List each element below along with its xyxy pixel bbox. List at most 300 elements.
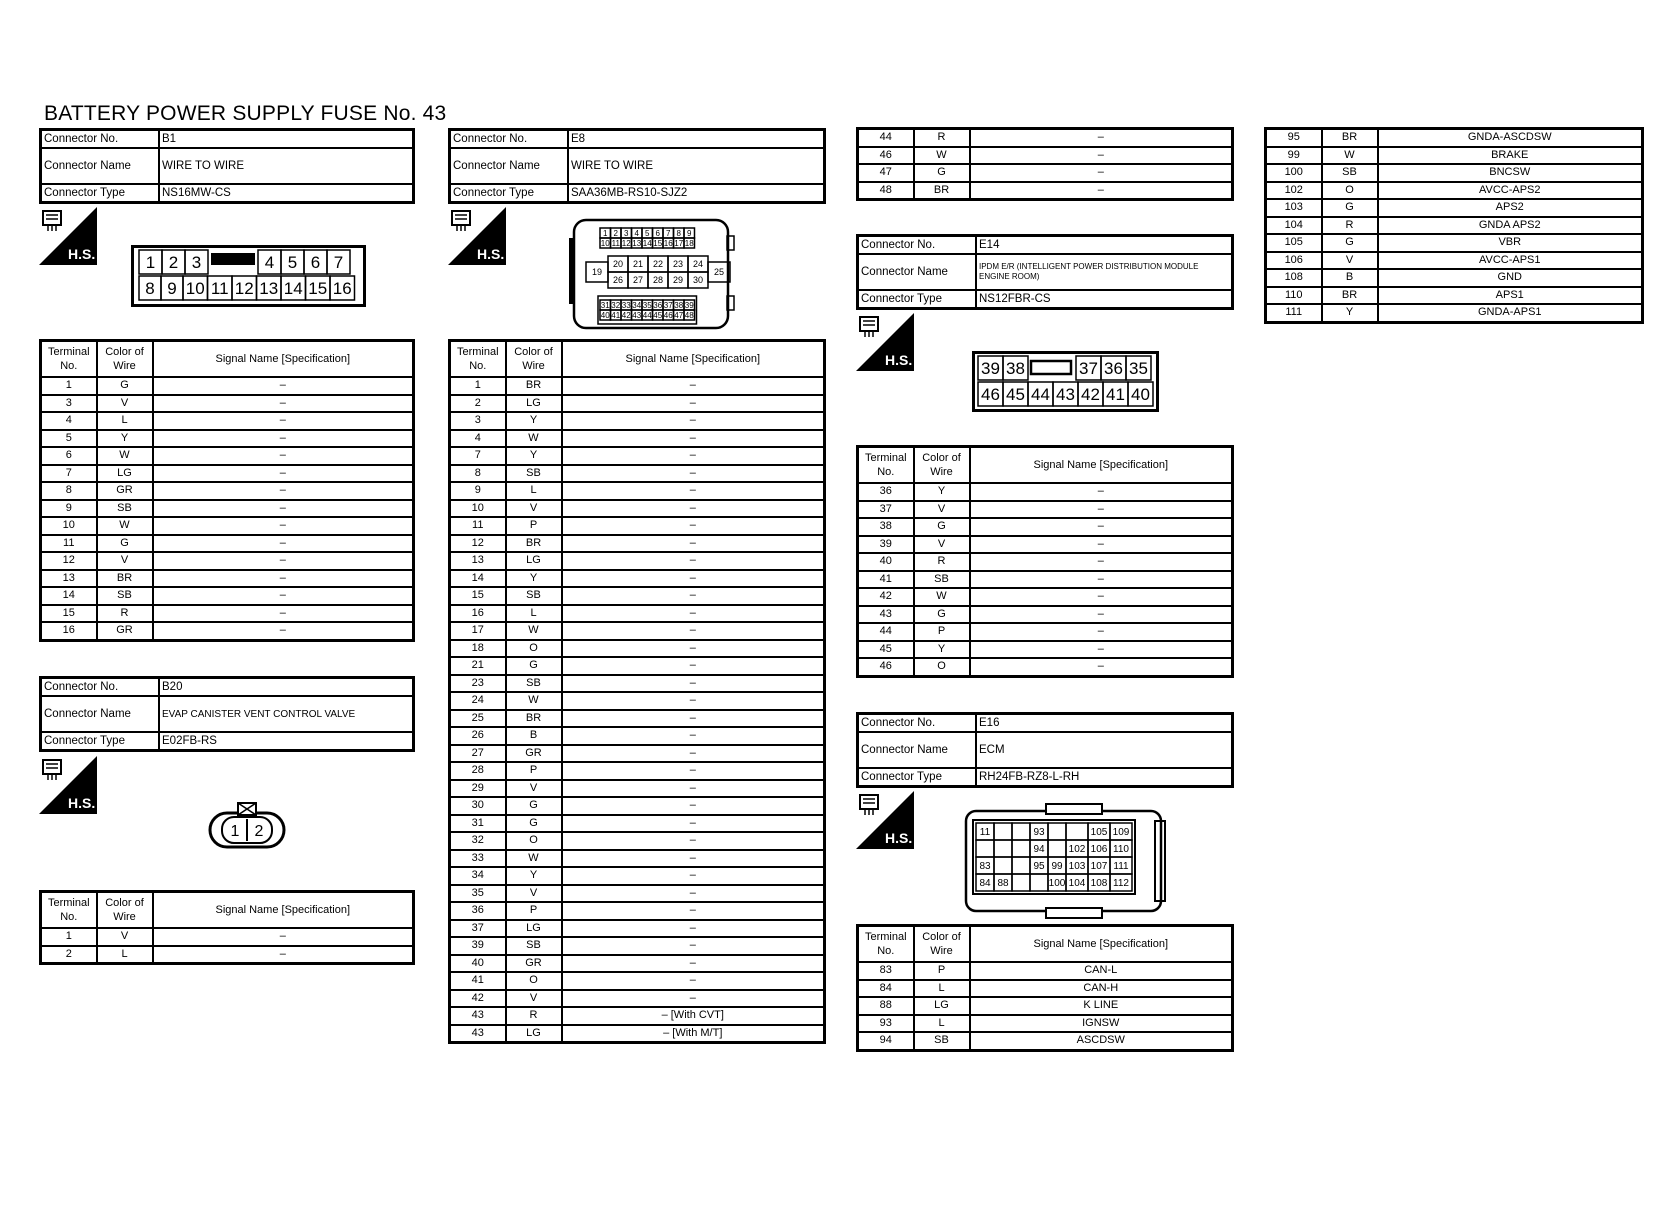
connector-type-value: NS12FBR-CS <box>976 290 1233 309</box>
signal-name-cell: AVCC-APS1 <box>1378 252 1643 270</box>
signal-name-cell: – <box>562 395 825 413</box>
pin-label: 37 <box>663 300 673 310</box>
connector-name-value: WIRE TO WIRE <box>159 148 414 184</box>
table-row <box>1266 269 1643 287</box>
terminal-no-cell: 43 <box>858 606 914 624</box>
connector-name-value: IPDM E/R (INTELLIGENT POWER DISTRIBUTION MODULE ENGINE ROOM) <box>976 254 1233 290</box>
signal-name-cell: APS2 <box>1378 199 1643 217</box>
table-row <box>858 553 1233 571</box>
terminal-no-header: Terminal No. <box>858 447 914 484</box>
wire-color-cell: Y <box>506 570 562 588</box>
terminal-no-cell: 35 <box>450 885 506 903</box>
signal-name-cell: IGNSW <box>970 1015 1233 1033</box>
terminal-no-cell: 36 <box>858 483 914 501</box>
table-row <box>41 587 414 605</box>
terminal-no-cell: 25 <box>450 710 506 728</box>
terminal-no-cell: 1 <box>41 377 97 395</box>
pin-label: 7 <box>333 253 344 273</box>
hs-icon <box>39 207 97 265</box>
terminal-no-cell: 47 <box>858 164 914 182</box>
table-row <box>450 920 825 938</box>
table-row <box>858 1032 1233 1050</box>
terminal-no-cell: 27 <box>450 745 506 763</box>
terminal-no-cell: 46 <box>858 658 914 676</box>
pin-label: 3 <box>191 253 202 273</box>
wire-color-cell: BR <box>1322 129 1378 147</box>
signal-name-cell: CAN-H <box>970 980 1233 998</box>
terminal-no-cell: 28 <box>450 762 506 780</box>
connector-type-label: Connector Type <box>41 184 160 203</box>
terminal-no-cell: 10 <box>450 500 506 518</box>
signal-name-cell: – <box>153 500 414 518</box>
pin-label: 84 <box>979 878 991 890</box>
table-row <box>450 867 825 885</box>
signal-name-cell: – <box>562 430 825 448</box>
terminal-no-cell: 44 <box>858 129 914 147</box>
connector-type-label: Connector Type <box>858 290 977 309</box>
table-row <box>450 780 825 798</box>
pin-label: 26 <box>612 275 624 286</box>
table-row <box>450 640 825 658</box>
pin-label: 107 <box>1090 861 1108 873</box>
pin-label: 17 <box>674 238 684 248</box>
hs-icon <box>448 207 506 265</box>
wire-color-cell: LG <box>506 395 562 413</box>
pin-label: 2 <box>613 228 618 238</box>
connector-e16-info <box>856 712 1234 788</box>
pin-label: 44 <box>1031 385 1050 405</box>
signal-name-cell: – <box>562 867 825 885</box>
table-row <box>41 928 414 946</box>
table-row <box>450 430 825 448</box>
signal-name-cell: – <box>562 990 825 1008</box>
signal-name-cell: GNDA APS2 <box>1378 217 1643 235</box>
terminal-no-cell: 5 <box>41 430 97 448</box>
signal-name-cell: GND <box>1378 269 1643 287</box>
signal-name-cell: GNDA-ASCDSW <box>1378 129 1643 147</box>
table-row <box>858 980 1233 998</box>
connector-name-value: EVAP CANISTER VENT CONTROL VALVE <box>159 696 414 732</box>
signal-name-cell: – <box>970 129 1233 147</box>
connector-b1-terminal-table <box>39 339 415 642</box>
pin-label: 41 <box>611 310 621 320</box>
wire-color-cell: LG <box>97 465 153 483</box>
wire-color-cell: V <box>1322 252 1378 270</box>
wire-color-cell: W <box>97 447 153 465</box>
pin-label: 35 <box>642 300 652 310</box>
connector-name-label: Connector Name <box>858 732 977 768</box>
terminal-no-header: Terminal No. <box>41 341 97 378</box>
terminal-no-cell: 40 <box>450 955 506 973</box>
connector-no-value: B1 <box>159 130 414 149</box>
wire-color-cell: W <box>506 430 562 448</box>
table-row <box>450 587 825 605</box>
connector-e16-face <box>962 803 1167 919</box>
table-row <box>858 129 1233 147</box>
signal-name-cell: – <box>562 780 825 798</box>
wire-color-cell: W <box>506 692 562 710</box>
wire-color-cell: V <box>97 552 153 570</box>
table-row <box>858 997 1233 1015</box>
color-header: Color of Wire <box>506 341 562 378</box>
svg-text:H.S.: H.S. <box>477 246 505 262</box>
pin-label: 103 <box>1068 861 1086 873</box>
table-row <box>450 885 825 903</box>
table-row <box>41 535 414 553</box>
connector-no-value: E14 <box>976 236 1233 255</box>
wire-color-cell: L <box>914 1015 970 1033</box>
wire-color-cell: SB <box>1322 164 1378 182</box>
wire-color-cell: P <box>914 623 970 641</box>
connector-b20-face <box>208 801 288 851</box>
table-row <box>41 605 414 623</box>
pin-label: 100 <box>1048 878 1066 890</box>
signal-name-cell: – <box>970 623 1233 641</box>
table-row <box>450 902 825 920</box>
connector-b1-face <box>131 245 366 307</box>
connector-e14-info <box>856 234 1234 310</box>
terminal-no-cell: 24 <box>450 692 506 710</box>
wire-color-cell: P <box>506 517 562 535</box>
wire-color-cell: GR <box>506 745 562 763</box>
wire-color-cell: LG <box>914 997 970 1015</box>
pin-label: 2 <box>254 823 264 840</box>
signal-name-cell: – <box>153 395 414 413</box>
connector-name-label: Connector Name <box>858 254 977 290</box>
connector-type-label: Connector Type <box>858 768 977 787</box>
terminal-no-cell: 2 <box>41 946 97 964</box>
pin-label: 45 <box>1006 385 1025 405</box>
wire-color-cell: P <box>506 762 562 780</box>
connector-name-label: Connector Name <box>450 148 569 184</box>
pin-label: 3 <box>624 228 629 238</box>
signal-name-cell: – [With CVT] <box>562 1007 825 1025</box>
signal-name-cell: – <box>562 465 825 483</box>
wire-color-cell: G <box>506 797 562 815</box>
signal-name-cell: – <box>970 641 1233 659</box>
wire-color-cell: W <box>506 850 562 868</box>
wire-color-cell: O <box>506 832 562 850</box>
pin-label: 95 <box>1033 861 1045 873</box>
signal-name-cell: – <box>562 377 825 395</box>
signal-name-cell: CAN-L <box>970 962 1233 980</box>
connector-e8-info <box>448 128 826 204</box>
table-row <box>858 536 1233 554</box>
connector-type-value: RH24FB-RZ8-L-RH <box>976 768 1233 787</box>
signal-name-cell: – <box>562 675 825 693</box>
pin-label: 15 <box>653 238 663 248</box>
pin-label: 108 <box>1090 878 1108 890</box>
signal-name-cell: – <box>153 377 414 395</box>
connector-e14-terminal-table <box>856 445 1234 678</box>
table-row <box>1266 287 1643 305</box>
wire-color-cell: V <box>97 395 153 413</box>
table-row <box>1266 199 1643 217</box>
wire-color-cell: G <box>914 164 970 182</box>
signal-header: Signal Name [Specification] <box>562 341 825 378</box>
table-row <box>858 658 1233 676</box>
pin-label: 83 <box>979 861 991 873</box>
pin-label: 42 <box>621 310 631 320</box>
page-title: BATTERY POWER SUPPLY FUSE No. 43 <box>44 102 447 125</box>
connector-b20-info <box>39 676 415 752</box>
signal-header: Signal Name [Specification] <box>153 892 414 929</box>
signal-name-cell: – <box>970 164 1233 182</box>
wire-color-cell: BR <box>97 570 153 588</box>
signal-name-cell: – <box>562 692 825 710</box>
connector-no-value: E16 <box>976 714 1233 733</box>
wire-color-cell: O <box>506 972 562 990</box>
wire-color-cell: BR <box>1322 287 1378 305</box>
pin-label: 34 <box>632 300 642 310</box>
pin-label: 1 <box>230 823 240 840</box>
pin-label: 94 <box>1033 844 1045 856</box>
terminal-no-cell: 45 <box>858 641 914 659</box>
signal-name-cell: – <box>970 536 1233 554</box>
signal-name-cell: – <box>153 482 414 500</box>
signal-name-cell: – <box>970 606 1233 624</box>
wire-color-cell: V <box>97 928 153 946</box>
signal-name-cell: K LINE <box>970 997 1233 1015</box>
wire-color-cell: P <box>506 902 562 920</box>
table-row <box>450 850 825 868</box>
wire-color-cell: R <box>914 553 970 571</box>
pin-label: 1 <box>145 253 156 273</box>
signal-name-cell: – <box>562 412 825 430</box>
table-row <box>858 501 1233 519</box>
terminal-no-cell: 84 <box>858 980 914 998</box>
pin-label: 40 <box>1131 385 1150 405</box>
terminal-no-cell: 11 <box>41 535 97 553</box>
connector-e16-terminal-table <box>856 924 1234 1052</box>
connector-key <box>211 253 255 265</box>
pin-label: 43 <box>632 310 642 320</box>
wire-color-cell: W <box>97 517 153 535</box>
wire-color-cell: W <box>914 147 970 165</box>
signal-name-cell: – <box>562 535 825 553</box>
connector-type-label: Connector Type <box>450 184 569 203</box>
terminal-no-cell: 13 <box>41 570 97 588</box>
pin-label: 18 <box>684 238 694 248</box>
wire-color-cell: V <box>506 885 562 903</box>
signal-name-cell: – <box>153 605 414 623</box>
terminal-no-cell: 40 <box>858 553 914 571</box>
pin-label: 16 <box>663 238 673 248</box>
terminal-no-header: Terminal No. <box>858 926 914 963</box>
pin-label: 11 <box>611 238 620 248</box>
signal-name-cell: – <box>562 657 825 675</box>
connector-no-label: Connector No. <box>858 236 977 255</box>
table-row <box>450 1007 825 1025</box>
table-row <box>41 552 414 570</box>
table-row <box>41 500 414 518</box>
connector-type-value: NS16MW-CS <box>159 184 414 203</box>
terminal-no-cell: 44 <box>858 623 914 641</box>
wire-color-cell: SB <box>506 587 562 605</box>
connector-key <box>1031 361 1071 374</box>
connector-b20-terminal-table <box>39 890 415 965</box>
wire-color-cell: GR <box>97 482 153 500</box>
terminal-no-cell: 95 <box>1266 129 1322 147</box>
svg-text:H.S.: H.S. <box>68 246 96 262</box>
table-row <box>1266 304 1643 322</box>
table-row <box>450 465 825 483</box>
pin-label: 14 <box>642 238 652 248</box>
table-row <box>41 517 414 535</box>
terminal-no-cell: 4 <box>41 412 97 430</box>
pin-label: 35 <box>1129 359 1148 379</box>
signal-name-cell: – <box>153 465 414 483</box>
terminal-no-cell: 10 <box>41 517 97 535</box>
pin-label: 105 <box>1090 827 1108 839</box>
wire-color-cell: B <box>506 727 562 745</box>
terminal-no-cell: 13 <box>450 552 506 570</box>
signal-header: Signal Name [Specification] <box>970 447 1233 484</box>
wire-color-cell: V <box>506 500 562 518</box>
signal-name-cell: – <box>562 447 825 465</box>
terminal-no-cell: 102 <box>1266 182 1322 200</box>
wire-color-cell: L <box>506 482 562 500</box>
signal-header: Signal Name [Specification] <box>970 926 1233 963</box>
terminal-no-cell: 39 <box>858 536 914 554</box>
terminal-no-cell: 11 <box>450 517 506 535</box>
pin-label: 4 <box>634 228 639 238</box>
pin-label: 10 <box>600 238 610 248</box>
color-header: Color of Wire <box>97 892 153 929</box>
table-row <box>450 500 825 518</box>
wire-color-cell: BR <box>506 535 562 553</box>
signal-name-cell: – <box>970 588 1233 606</box>
table-row <box>1266 182 1643 200</box>
pin-label: 30 <box>692 275 704 286</box>
terminal-no-cell: 94 <box>858 1032 914 1050</box>
terminal-no-header: Terminal No. <box>41 892 97 929</box>
terminal-no-header: Terminal No. <box>450 341 506 378</box>
terminal-no-cell: 104 <box>1266 217 1322 235</box>
table-row <box>858 1015 1233 1033</box>
wire-color-cell: GR <box>97 622 153 640</box>
pin-label: 5 <box>287 253 298 273</box>
pin-label: 41 <box>1106 385 1125 405</box>
signal-name-cell: – <box>562 605 825 623</box>
connector-b1-info <box>39 128 415 204</box>
pin-label: 8 <box>676 228 681 238</box>
pin-label: 8 <box>145 279 155 299</box>
table-row <box>450 535 825 553</box>
terminal-no-cell: 46 <box>858 147 914 165</box>
signal-name-cell: – [With M/T] <box>562 1025 825 1043</box>
table-row <box>450 762 825 780</box>
connector-no-label: Connector No. <box>858 714 977 733</box>
color-header: Color of Wire <box>97 341 153 378</box>
signal-name-cell: GNDA-APS1 <box>1378 304 1643 322</box>
wire-color-cell: R <box>506 1007 562 1025</box>
wire-color-cell: SB <box>506 937 562 955</box>
pin-label: 24 <box>692 259 704 270</box>
wire-color-cell: SB <box>914 1032 970 1050</box>
wire-color-cell: G <box>506 657 562 675</box>
terminal-no-cell: 33 <box>450 850 506 868</box>
wire-color-cell: BR <box>506 377 562 395</box>
table-row <box>858 588 1233 606</box>
signal-name-cell: – <box>970 182 1233 200</box>
table-row <box>450 745 825 763</box>
terminal-no-cell: 41 <box>450 972 506 990</box>
terminal-no-cell: 111 <box>1266 304 1322 322</box>
signal-name-cell: – <box>153 946 414 964</box>
connector-name-label: Connector Name <box>41 148 160 184</box>
wire-color-cell: SB <box>97 500 153 518</box>
signal-name-cell: VBR <box>1378 234 1643 252</box>
pin-label: 12 <box>621 238 631 248</box>
table-row <box>41 465 414 483</box>
signal-name-cell: – <box>970 553 1233 571</box>
pin-label: 33 <box>621 300 631 310</box>
wire-color-cell: R <box>914 129 970 147</box>
pin-label: 11 <box>979 827 991 839</box>
table-row <box>858 623 1233 641</box>
pin-label: 1 <box>603 228 608 238</box>
pin-label: 9 <box>687 228 692 238</box>
pin-label: 39 <box>684 300 694 310</box>
signal-name-cell: – <box>562 902 825 920</box>
connector-e8-face <box>568 218 744 332</box>
signal-name-cell: – <box>562 745 825 763</box>
wire-color-cell: W <box>506 622 562 640</box>
signal-name-cell: – <box>562 850 825 868</box>
terminal-no-cell: 4 <box>450 430 506 448</box>
pin-label: 10 <box>185 279 205 299</box>
terminal-no-cell: 36 <box>450 902 506 920</box>
hs-icon <box>856 791 914 849</box>
pin-label: 46 <box>981 385 1000 405</box>
pin-label: 4 <box>264 253 275 273</box>
pin-label: 13 <box>632 238 642 248</box>
table-row <box>450 972 825 990</box>
wire-color-cell: G <box>97 377 153 395</box>
signal-name-cell: – <box>562 920 825 938</box>
pin-label: 11 <box>210 279 229 299</box>
pin-label: 106 <box>1090 844 1108 856</box>
pin-label: 46 <box>663 310 673 320</box>
signal-name-cell: – <box>153 430 414 448</box>
signal-name-cell: BRAKE <box>1378 147 1643 165</box>
wire-color-cell: V <box>914 501 970 519</box>
terminal-no-cell: 41 <box>858 571 914 589</box>
terminal-no-cell: 8 <box>450 465 506 483</box>
signal-name-cell: – <box>562 937 825 955</box>
wire-color-cell: SB <box>914 571 970 589</box>
terminal-no-cell: 88 <box>858 997 914 1015</box>
signal-name-cell: APS1 <box>1378 287 1643 305</box>
terminal-no-cell: 110 <box>1266 287 1322 305</box>
wire-color-cell: L <box>97 412 153 430</box>
terminal-no-cell: 29 <box>450 780 506 798</box>
table-row <box>450 710 825 728</box>
signal-name-cell: – <box>562 727 825 745</box>
wire-color-cell: O <box>914 658 970 676</box>
wire-color-cell: BR <box>506 710 562 728</box>
pin-label: 9 <box>167 279 177 299</box>
table-row <box>450 692 825 710</box>
table-row <box>450 552 825 570</box>
signal-name-cell: – <box>970 147 1233 165</box>
terminal-no-cell: 39 <box>450 937 506 955</box>
pin-label: 16 <box>332 279 352 299</box>
pin-label: 42 <box>1081 385 1100 405</box>
pin-label: 36 <box>1104 359 1123 379</box>
wire-color-cell: O <box>1322 182 1378 200</box>
